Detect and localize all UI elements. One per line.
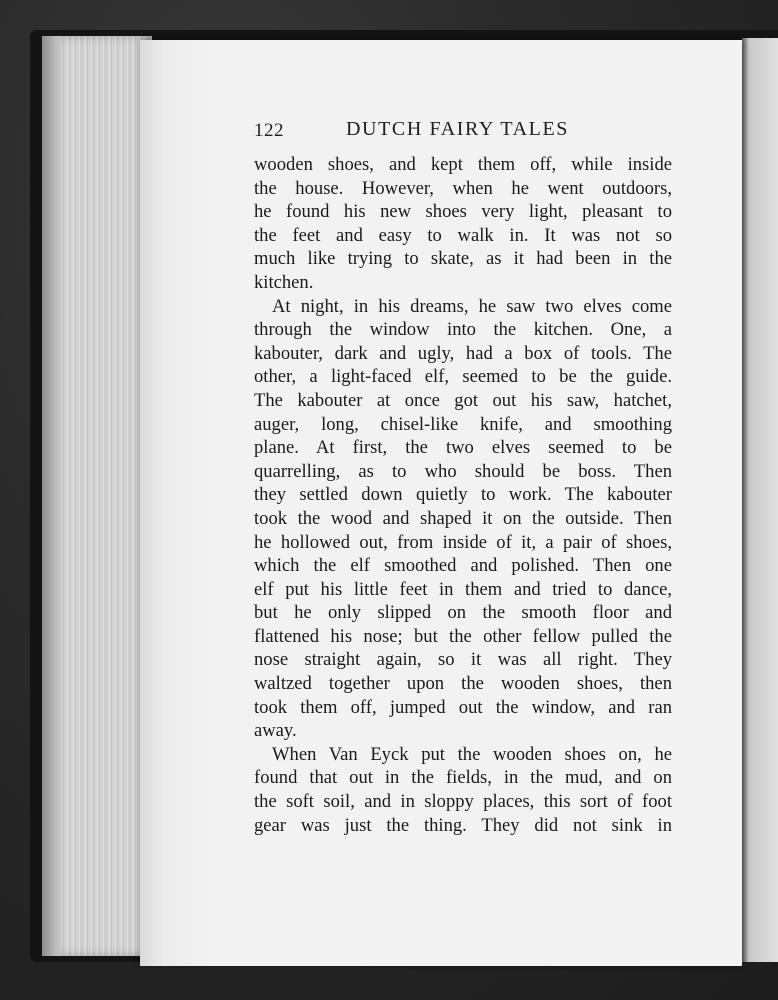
text-line: he found his new shoes very light, pleasant to: [254, 201, 672, 223]
text-line: away.: [254, 720, 297, 742]
text-line: quarrelling, as to who should be boss. Then: [254, 460, 672, 482]
text-line: auger, long, chisel-like knife, and smoothing: [254, 413, 672, 435]
text-line: through the window into the kitchen. One, a: [254, 319, 672, 341]
text-line: elf put his little feet in them and tried to dance,: [254, 578, 672, 600]
text-line: waltzed together upon the wooden shoes, then: [254, 673, 672, 695]
text-line: took them off, jumped out the window, and ran: [254, 696, 672, 718]
text-line: gear was just the thing. They did not sink in: [254, 814, 672, 836]
page-header: [254, 118, 672, 142]
text-line: the house. However, when he went outdoors,: [254, 177, 672, 199]
text-line: found that out in the fields, in the mud, and on: [254, 767, 672, 789]
page-number: 122: [254, 120, 284, 141]
text-line: wooden shoes, and kept them off, while inside: [254, 154, 672, 175]
text-line: At night, in his dreams, he saw two elves come: [272, 295, 672, 317]
text-line: kitchen.: [254, 271, 314, 293]
text-line: The kabouter at once got out his saw, hatchet,: [254, 389, 672, 411]
facing-page-edge: [742, 38, 778, 962]
text-line: flattened his nose; but the other fellow pulled the: [254, 625, 672, 647]
text-line: the soft soil, and in sloppy places, this sort of foot: [254, 791, 672, 813]
text-line: much like trying to skate, as it had been in the: [254, 248, 672, 270]
text-line: he hollowed out, from inside of it, a pair of shoes,: [254, 531, 672, 553]
text-line: but he only slipped on the smooth floor and: [254, 602, 672, 624]
text-line: they settled down quietly to work. The kabouter: [254, 484, 672, 506]
text-line: other, a light-faced elf, seemed to be the guide.: [254, 366, 672, 388]
body-text: [254, 153, 672, 837]
text-line: nose straight again, so it was all right. They: [254, 649, 672, 671]
text-line: When Van Eyck put the wooden shoes on, he: [272, 743, 672, 765]
running-head: DUTCH FAIRY TALES: [346, 118, 570, 140]
text-line: plane. At first, the two elves seemed to be: [254, 437, 672, 459]
text-line: which the elf smoothed and polished. Then one: [254, 555, 672, 577]
text-line: kabouter, dark and ugly, had a box of tools. The: [254, 342, 672, 364]
text-line: took the wood and shaped it on the outside. Then: [254, 507, 672, 529]
text-line: the feet and easy to walk in. It was not so: [254, 224, 672, 246]
page-edges: [42, 36, 152, 956]
